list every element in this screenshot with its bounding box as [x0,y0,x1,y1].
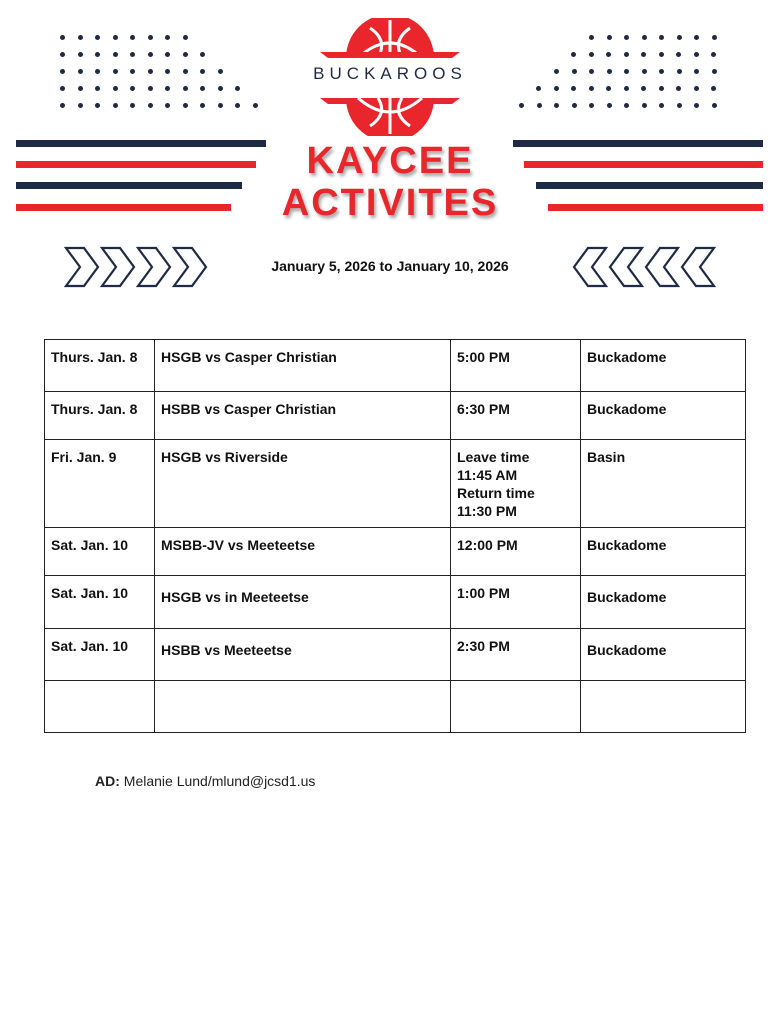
chevrons-left-icon [570,246,716,288]
time-cell [451,440,581,528]
dot [78,103,83,108]
stripe [548,204,763,211]
dot [130,69,135,74]
dot [165,69,170,74]
dot [183,69,188,74]
date-cell: Sat. Jan. 10 [45,629,155,681]
dot [183,103,188,108]
location-cell: Buckadome [581,528,746,576]
stripe [524,161,763,168]
table-row [45,629,746,681]
dot [183,52,188,57]
dot [60,86,65,91]
time-line: 11:45 AM [457,467,518,483]
date-cell: Thurs. Jan. 8 [45,392,155,440]
date-cell: Sat. Jan. 10 [45,576,155,629]
stripe [16,204,231,211]
brand-name: BUCKAROOS [313,64,467,83]
dot [606,52,611,57]
dot [95,69,100,74]
dot [130,52,135,57]
dot [659,103,664,108]
dot [95,86,100,91]
table-row [45,392,746,440]
dot [677,69,682,74]
dot [607,103,612,108]
dot [253,103,258,108]
dot [165,103,170,108]
dot [606,86,611,91]
dot [60,52,65,57]
dot [554,86,559,91]
dot [113,52,118,57]
table-row [45,681,746,733]
dot [677,103,682,108]
event-cell: HSGB vs Casper Christian [155,340,451,392]
dot [589,52,594,57]
dot [78,52,83,57]
dot [183,86,188,91]
stripe [16,182,242,189]
event-cell: HSBB vs Meeteetse [155,629,451,681]
dot [78,35,83,40]
event-cell: HSGB vs Riverside [155,440,451,528]
dot [572,69,577,74]
table-row [45,576,746,629]
dot [200,52,205,57]
dot [659,69,664,74]
dot [148,52,153,57]
dot [218,69,223,74]
location-cell: Buckadome [581,392,746,440]
dot [607,35,612,40]
dot [712,35,717,40]
dot [200,103,205,108]
dot [711,52,716,57]
date-cell: Fri. Jan. 9 [45,440,155,528]
dot [624,35,629,40]
dot [165,35,170,40]
dot [554,69,559,74]
dot [642,103,647,108]
dot [676,52,681,57]
dot [95,35,100,40]
footer-label: AD: [95,773,120,789]
event-cell: MSBB-JV vs Meeteetse [155,528,451,576]
date-range: January 5, 2026 to January 10, 2026 [271,258,509,274]
dot [235,103,240,108]
table-row [45,528,746,576]
dot [676,86,681,91]
time-line: Return time [457,485,535,501]
location-cell: Buckadome [581,340,746,392]
dot [183,35,188,40]
dot [537,103,542,108]
dot [95,52,100,57]
dot [130,86,135,91]
dot [536,86,541,91]
dot [165,52,170,57]
dot [235,86,240,91]
dot [148,86,153,91]
stripe [536,182,763,189]
location-cell: Buckadome [581,629,746,681]
dot [165,86,170,91]
dot [113,103,118,108]
dot [624,52,629,57]
date-cell [45,681,155,733]
dot [519,103,524,108]
dot [218,103,223,108]
dot [60,35,65,40]
dot [694,69,699,74]
footer-contact [95,773,315,789]
time-cell: 6:30 PM [451,392,581,440]
time-cell [451,681,581,733]
dot [60,69,65,74]
dot [641,52,646,57]
dot [589,86,594,91]
dot [641,86,646,91]
dot [659,35,664,40]
event-cell [155,681,451,733]
dot [113,86,118,91]
time-cell: 2:30 PM [451,629,581,681]
dot [624,86,629,91]
dot [60,103,65,108]
dot [571,52,576,57]
chevrons-right-icon [64,246,210,288]
dot [200,86,205,91]
dot [589,35,594,40]
location-cell: Buckadome [581,576,746,629]
dot [694,103,699,108]
event-cell: HSGB vs in Meeteetse [155,576,451,629]
date-cell: Sat. Jan. 10 [45,528,155,576]
dot [694,52,699,57]
dot [712,103,717,108]
event-cell: HSBB vs Casper Christian [155,392,451,440]
dot [130,103,135,108]
dot [148,69,153,74]
dot [677,35,682,40]
dot [624,69,629,74]
dot [572,103,577,108]
dot [148,35,153,40]
dot [571,86,576,91]
dot [200,69,205,74]
time-cell: 12:00 PM [451,528,581,576]
dot [624,103,629,108]
footer-contact-text: Melanie Lund/mlund@jcsd1.us [123,773,316,789]
time-line: Leave time [457,449,530,465]
dot [554,103,559,108]
dot [642,35,647,40]
dot [589,103,594,108]
schedule-table [44,339,746,733]
dot [78,69,83,74]
dot [659,52,664,57]
page-title-line2: ACTIVITES [281,182,499,224]
location-cell [581,681,746,733]
stripe [16,161,256,168]
location-cell: Basin [581,440,746,528]
table-row [45,340,746,392]
dot [694,86,699,91]
table-row [45,440,746,528]
date-cell: Thurs. Jan. 8 [45,340,155,392]
dot [659,86,664,91]
dot [642,69,647,74]
dot [694,35,699,40]
dot [589,69,594,74]
time-cell: 5:00 PM [451,340,581,392]
stripe [16,140,266,147]
page-title-line1: KAYCEE [306,140,474,182]
dot [113,69,118,74]
stripe [513,140,763,147]
dot [130,35,135,40]
dot [78,86,83,91]
dot [148,103,153,108]
dot [95,103,100,108]
dot [712,69,717,74]
time-cell: 1:00 PM [451,576,581,629]
dot [607,69,612,74]
dot [113,35,118,40]
dot [218,86,223,91]
time-line: 11:30 PM [457,503,517,519]
dot [711,86,716,91]
